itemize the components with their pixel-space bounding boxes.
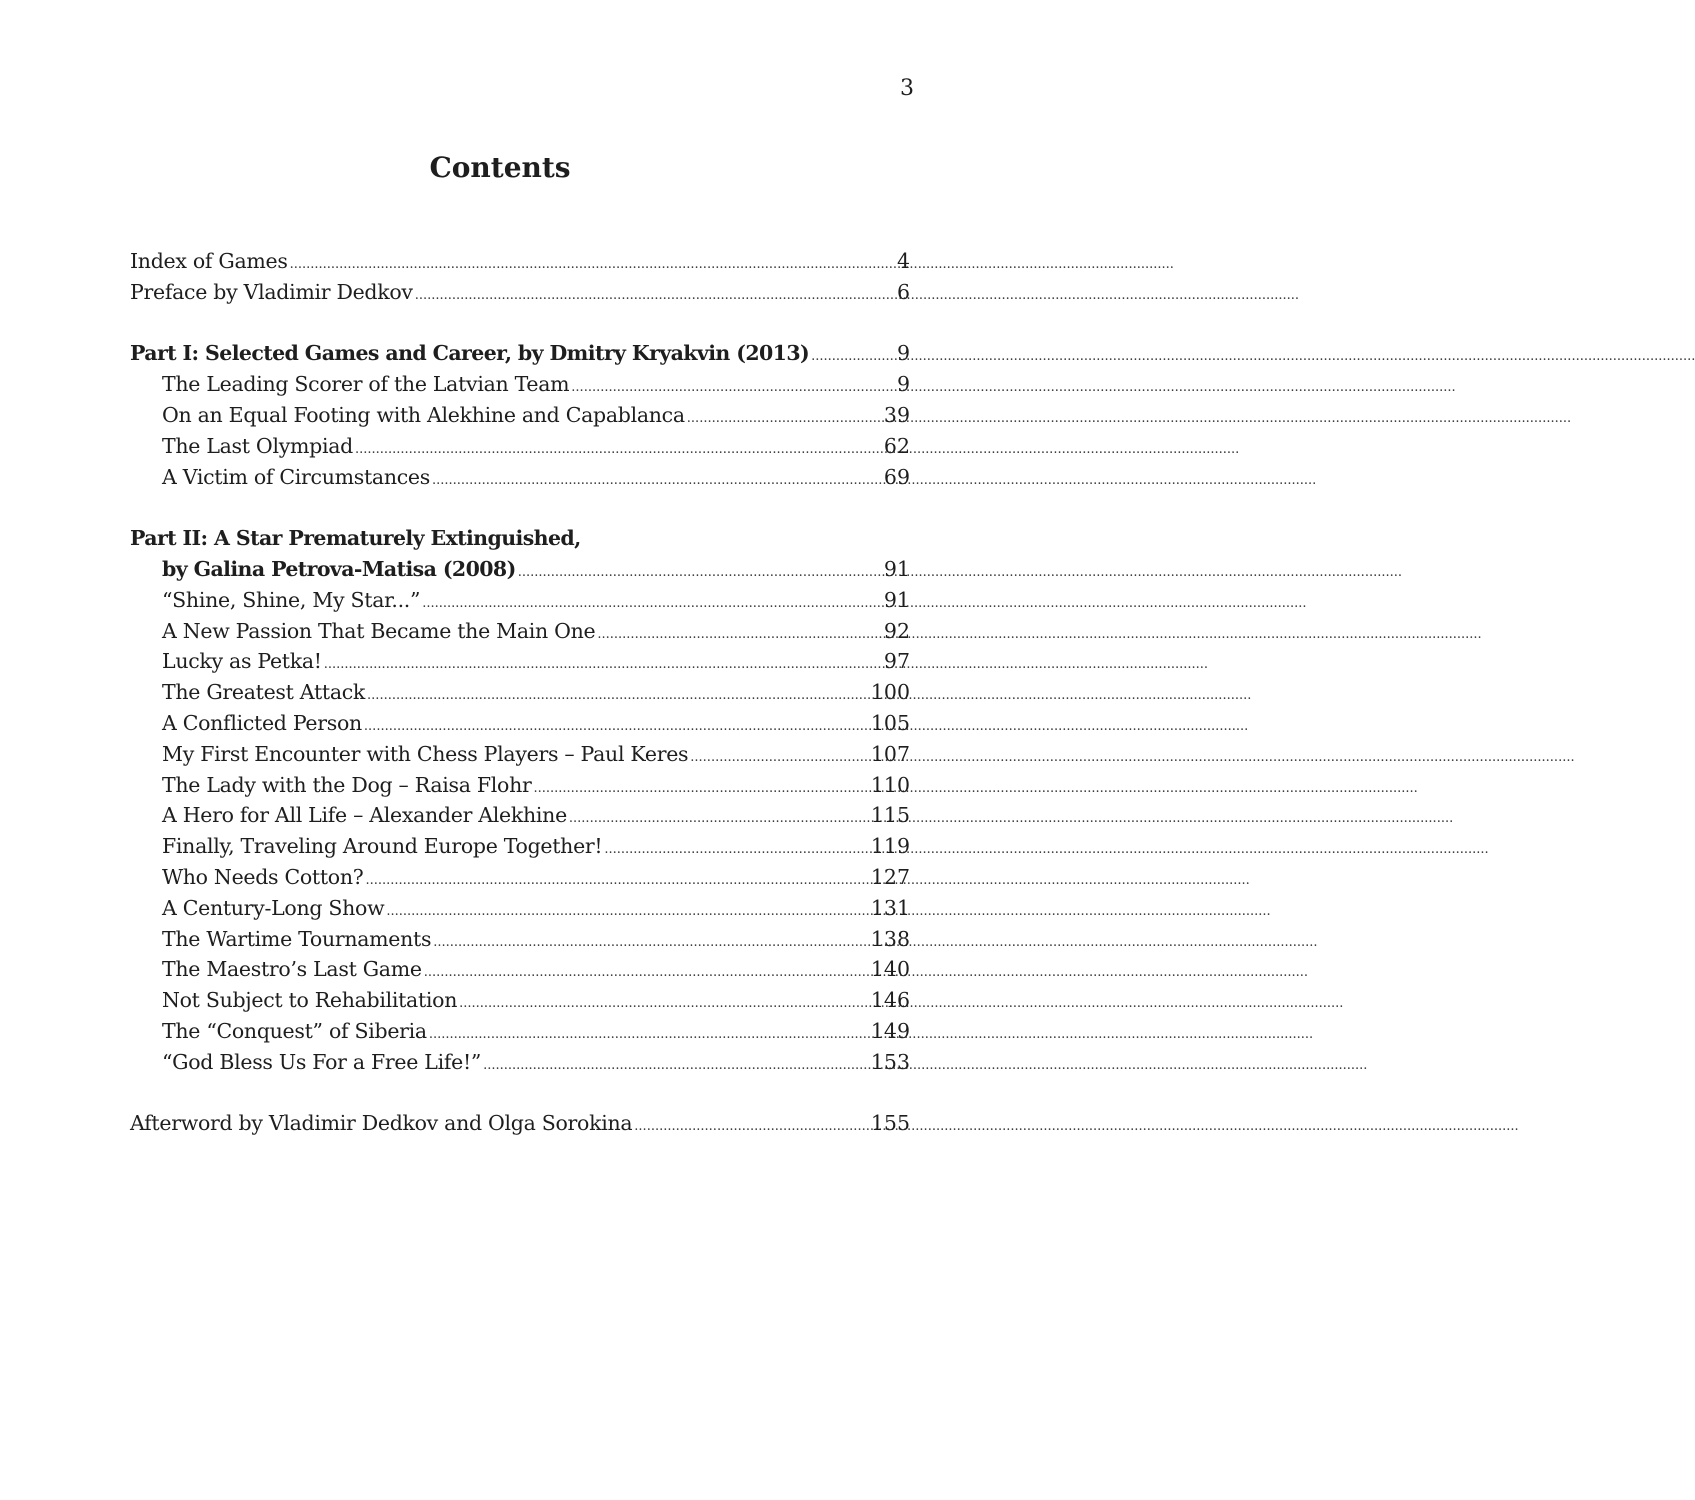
section-spacer [130, 1078, 910, 1109]
toc-entry-page: 119 [870, 834, 910, 859]
table-of-contents [130, 246, 910, 1139]
dot-leader [415, 277, 895, 312]
toc-entry-label: The Leading Scorer of the Latvian Team [162, 372, 570, 397]
toc-entry-label: Lucky as Petka! [162, 649, 322, 674]
toc-part-2-heading: Part II: A Star Prematurely Extinguished, [130, 526, 581, 551]
toc-entry[interactable] [130, 770, 910, 801]
dot-leader [290, 246, 895, 281]
toc-entry-page: 69 [883, 464, 910, 489]
toc-entry-page: 110 [870, 772, 910, 797]
toc-entry-page: 149 [870, 1018, 910, 1043]
toc-entry-label: The Lady with the Dog – Raisa Flohr [162, 772, 532, 797]
toc-entry-label: Who Needs Cotton? [162, 864, 364, 889]
toc-entry-label: “Shine, Shine, My Star...” [162, 587, 421, 612]
toc-entry-page: 153 [870, 1049, 910, 1074]
dot-leader [533, 770, 868, 805]
toc-entry-page: 4 [896, 249, 910, 273]
toc-entry-label: Index of Games [130, 249, 288, 273]
toc-entry-label: Preface by Vladimir Dedkov [130, 279, 413, 304]
toc-entry[interactable] [130, 924, 910, 955]
toc-entry-label: On an Equal Footing with Alekhine and Capablanca [162, 402, 685, 427]
toc-entry-page: 91 [883, 587, 910, 612]
toc-entry[interactable] [130, 985, 910, 1016]
toc-entry-label: Finally, Traveling Around Europe Together! [162, 834, 603, 859]
dot-leader [424, 954, 869, 989]
toc-entry-afterword[interactable] [130, 1108, 910, 1139]
toc-entry[interactable] [130, 1016, 910, 1047]
toc-entry-label: The Maestro’s Last Game [162, 957, 422, 982]
toc-entry[interactable] [130, 585, 910, 616]
toc-entry-page: 6 [896, 279, 910, 304]
toc-entry[interactable] [130, 646, 910, 677]
toc-entry-page: 97 [883, 649, 910, 674]
dot-leader [634, 1108, 869, 1143]
dot-leader [687, 400, 882, 435]
toc-entry-label: “God Bless Us For a Free Life!” [162, 1049, 482, 1074]
dot-leader [432, 462, 882, 497]
dot-leader [597, 616, 882, 651]
dot-leader [324, 646, 882, 681]
toc-part-2-heading-continued[interactable] [130, 554, 910, 585]
toc-entry[interactable] [130, 893, 910, 924]
toc-entry-index-of-games[interactable] [130, 246, 910, 277]
toc-entry[interactable] [130, 677, 910, 708]
toc-entry[interactable] [130, 1047, 910, 1078]
dot-leader [518, 554, 882, 589]
toc-entry-page: 146 [870, 988, 910, 1013]
toc-entry-page: 140 [870, 957, 910, 982]
toc-entry-label: A Hero for All Life – Alexander Alekhine [162, 803, 567, 828]
toc-entry[interactable] [130, 431, 910, 462]
toc-entry[interactable] [130, 831, 910, 862]
toc-entry-label: The Greatest Attack [162, 680, 366, 705]
toc-entry-label: by Galina Petrova-Matisa (2008) [162, 556, 516, 581]
toc-entry[interactable] [130, 862, 910, 893]
section-spacer [130, 492, 910, 523]
toc-entry[interactable] [130, 739, 910, 770]
toc-entry-page: 105 [870, 710, 910, 735]
dot-leader [571, 369, 895, 404]
toc-entry-label: My First Encounter with Chess Players – Paul Keres [162, 741, 689, 766]
section-spacer [130, 308, 910, 339]
toc-entry[interactable] [130, 800, 910, 831]
toc-entry-label: A Victim of Circumstances [162, 464, 430, 489]
toc-part-1-heading[interactable] [130, 338, 910, 369]
toc-entry-page: 107 [870, 741, 910, 766]
toc-entry-page: 9 [896, 341, 910, 366]
dot-leader [429, 1016, 869, 1051]
toc-entry-page: 138 [870, 926, 910, 951]
toc-entry-label: Not Subject to Rehabilitation [162, 988, 458, 1013]
dot-leader [355, 431, 882, 466]
toc-entry-preface[interactable] [130, 277, 910, 308]
dot-leader [367, 677, 869, 712]
toc-entry-page: 91 [883, 556, 910, 581]
toc-entry-page: 62 [883, 433, 910, 458]
toc-entry-label: Part I: Selected Games and Career, by Dmitry Kryakvin (2013) [130, 341, 810, 366]
dot-leader [364, 708, 869, 743]
dot-leader [604, 831, 869, 866]
toc-entry-page: 127 [870, 864, 910, 889]
dot-leader [483, 1047, 869, 1082]
dot-leader [690, 739, 869, 774]
dot-leader [811, 338, 895, 373]
toc-entry-page: 155 [870, 1111, 910, 1136]
toc-entry-label: The Last Olympiad [162, 433, 353, 458]
toc-entry-label: A New Passion That Became the Main One [162, 618, 596, 643]
toc-entry[interactable] [130, 369, 910, 400]
toc-entry[interactable] [130, 616, 910, 647]
toc-entry-label: A Conflicted Person [162, 710, 362, 735]
toc-entry-page: 39 [883, 402, 910, 427]
toc-entry[interactable] [130, 954, 910, 985]
dot-leader [386, 893, 869, 928]
dot-leader [569, 800, 869, 835]
toc-entry-label: A Century-Long Show [162, 895, 385, 920]
dot-leader [433, 924, 869, 959]
dot-leader [365, 862, 868, 897]
toc-entry-label: The “Conquest” of Siberia [162, 1018, 427, 1043]
toc-entry-label: The Wartime Tournaments [162, 926, 432, 951]
toc-entry-page: 131 [870, 895, 910, 920]
toc-entry-label: Afterword by Vladimir Dedkov and Olga Sorokina [130, 1111, 633, 1136]
toc-entry-page: 92 [883, 618, 910, 643]
page-title: Contents [429, 151, 571, 184]
page-number: 3 [900, 76, 914, 101]
dot-leader [422, 585, 882, 620]
toc-entry-page: 115 [870, 803, 910, 828]
toc-entry[interactable] [130, 400, 910, 431]
dot-leader [459, 985, 869, 1020]
toc-entry[interactable] [130, 462, 910, 493]
toc-entry[interactable] [130, 708, 910, 739]
toc-entry-page: 9 [896, 372, 910, 397]
toc-entry-page: 100 [870, 680, 910, 705]
